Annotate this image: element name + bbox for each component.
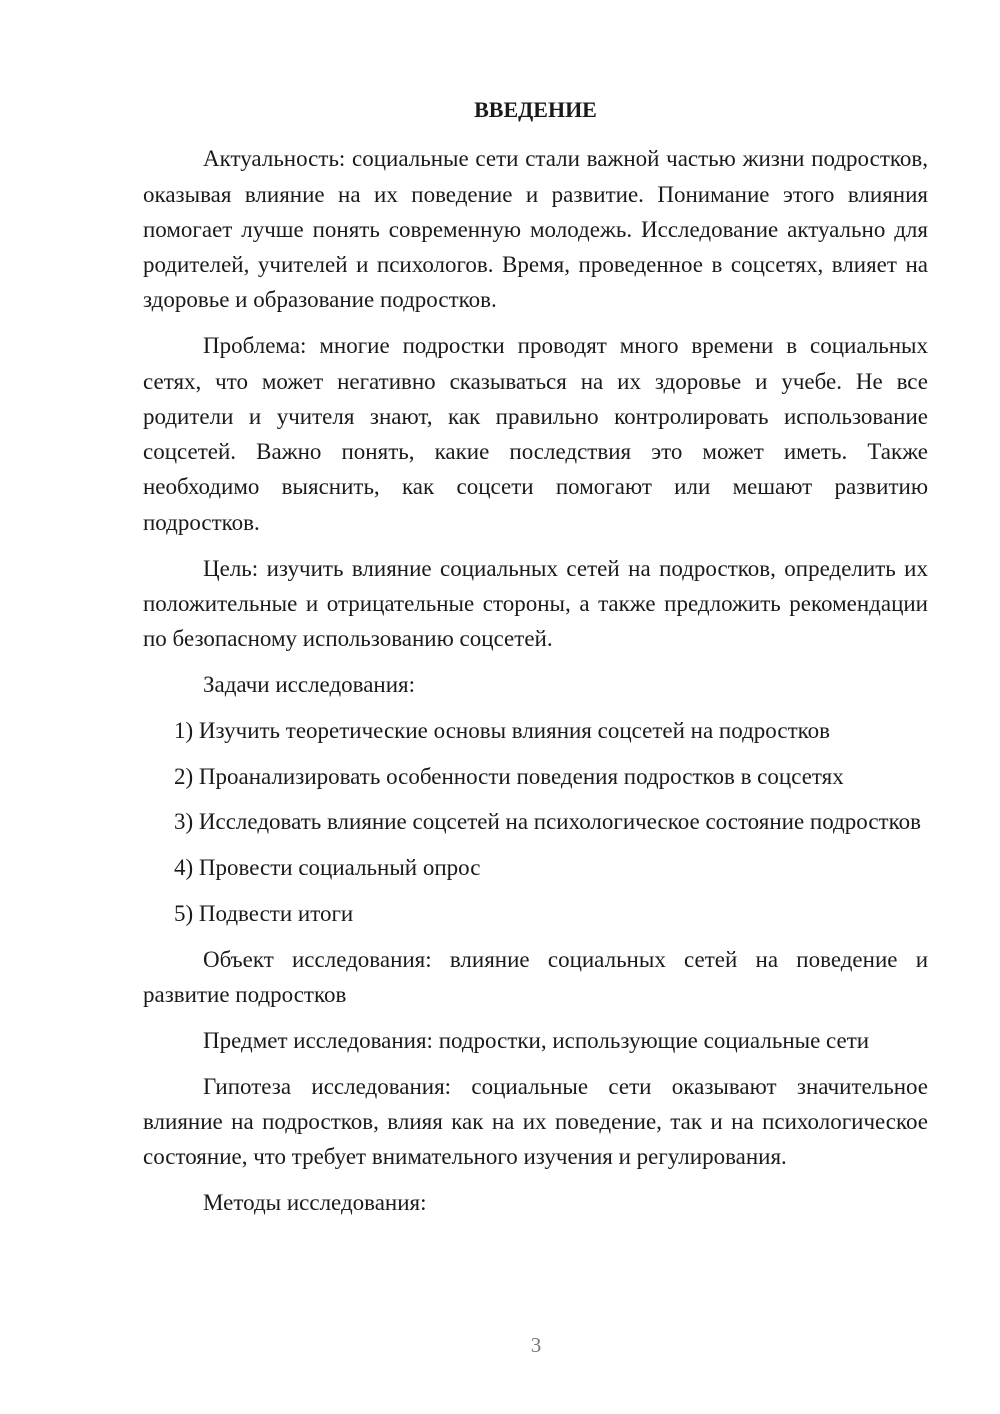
task-item-4: 4) Провести социальный опрос [174, 855, 481, 881]
problem-paragraph: Проблема: многие подростки проводят много времени в социальных сетях, что может негативно сказываться на их здоровье и учебе. Не все родители и учителя знают, как правильно контролировать использование соцсетей. Важно понять, какие последствия это может иметь. Также необходимо выяснить, как соцсети помогают или мешают развитию подростков. [143, 333, 928, 535]
task-item-2: 2) Проанализировать особенности поведения подростков в соцсетях [174, 763, 844, 789]
subject-paragraph: Предмет исследования: подростки, использующие социальные сети [203, 1027, 870, 1053]
task-item-1: 1) Изучить теоретические основы влияния соцсетей на подростков [174, 717, 830, 743]
section-heading: ВВЕДЕНИЕ [474, 97, 597, 122]
relevance-paragraph: Актуальность: социальные сети стали важной частью жизни подростков, оказывая влияние на их поведение и развитие. Понимание этого влияния помогает лучше понять современную молодежь. Исследование актуально для родителей, учителей и психологов. Время, проведенное в соцсетях, влияет на здоровье и образование подростков. [143, 146, 928, 313]
hypothesis-paragraph: Гипотеза исследования: социальные сети оказывают значительное влияние на подростков, влияя как на их поведение, так и на психологическое состояние, что требует внимательного изучения и регулирования. [143, 1073, 928, 1170]
tasks-heading: Задачи исследования: [203, 671, 416, 697]
methods-heading: Методы исследования: [203, 1190, 427, 1216]
document-body [143, 92, 928, 1231]
task-item-3: 3) Исследовать влияние соцсетей на психологическое состояние подростков [174, 809, 921, 835]
goal-paragraph: Цель: изучить влияние социальных сетей на подростков, определить их положительные и отрицательные стороны, а также предложить рекомендации по безопасному использованию соцсетей. [143, 555, 928, 652]
task-item-5: 5) Подвести итоги [174, 900, 354, 926]
page-number: 3 [530, 1333, 542, 1357]
object-paragraph: Объект исследования: влияние социальных сетей на поведение и развитие подростков [143, 946, 928, 1008]
